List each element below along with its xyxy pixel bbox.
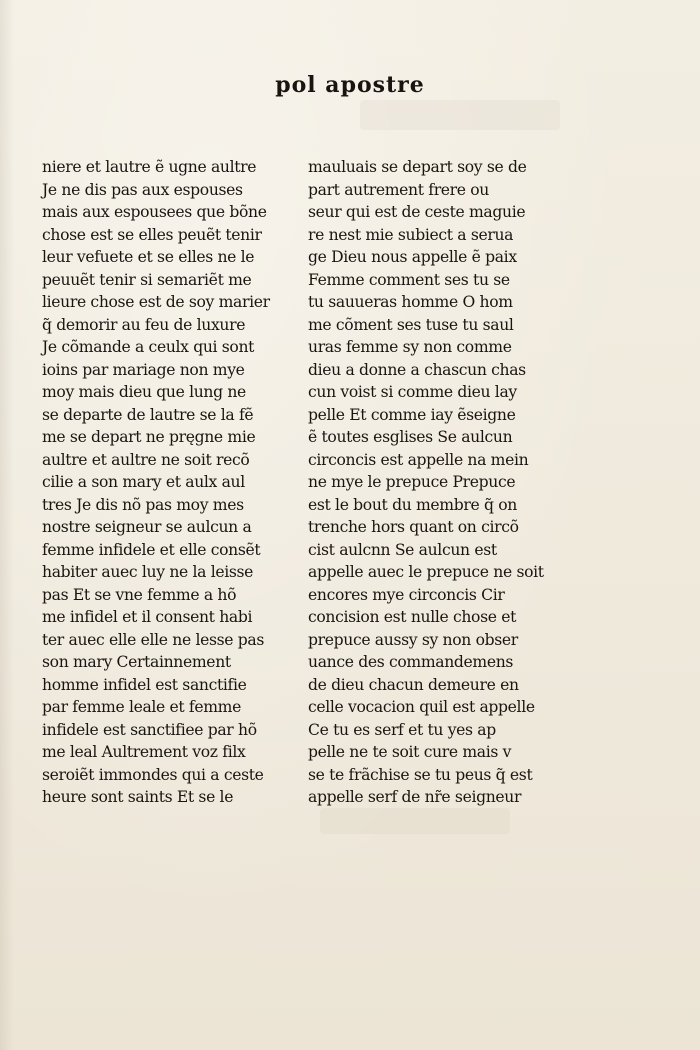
text-line: cist aulcnn Se aulcun est [308,540,497,559]
text-line: encores mye circoncis Cir [308,585,505,604]
text-line: pelle Et comme iay ẽseigne [308,405,516,424]
bleed-through-mark [320,808,510,834]
running-header: pol apostre [275,72,425,98]
text-line: heure sont saints Et se le [42,788,234,806]
text-line: Ce tu es serf et tu yes ap [308,720,496,739]
text-line: q̃ demorir au feu de luxure [42,315,246,334]
text-line: cilie a son mary et aulx aul [42,473,245,491]
text-line: celle vocacion quil est appelle [308,698,535,716]
text-line: Femme comment ses tu se [308,270,510,289]
text-line: peuuẽt tenir si semariẽt me [42,270,252,289]
text-line: se departe de lautre se la fẽ [42,405,254,424]
text-line: chose est se elles peuẽt tenir [42,225,262,244]
text-line: habiter auec luy ne la leisse [42,563,254,581]
text-line: nostre seigneur se aulcun a [42,518,252,536]
text-line: homme infidel est sanctifie [42,675,247,694]
text-line: leur vefuete et se elles ne le [42,248,255,266]
text-line: me se depart ne pręgne mie [42,428,256,446]
text-line: se te frãchise se tu peus q̃ est [308,765,533,784]
text-line: de dieu chacun demeure en [308,675,519,694]
text-line: part autrement frere ou [308,180,490,199]
text-line: pas Et se vne femme a hõ [42,585,237,604]
text-line: cun voist si comme dieu lay [308,383,517,401]
text-line: seur qui est de ceste maguie [308,203,526,221]
text-line: re nest mie subiect a serua [308,225,514,244]
text-line: Je cõmande a ceulx qui sont [42,338,255,356]
text-line: lieure chose est de soy marier [42,293,270,311]
text-line: pelle ne te soit cure mais v [308,743,512,761]
text-line: ter auec elle elle ne lesse pas [42,630,265,649]
left-text-column [42,156,282,809]
text-line: par femme leale et femme [42,698,241,716]
text-line: prepuce aussy sy non obser [308,630,518,649]
text-line: moy mais dieu que lung ne [42,383,246,401]
text-line: mauluais se depart soy se de [308,158,527,176]
text-line: seroiẽt immondes qui a ceste [42,765,264,784]
text-line: ẽ toutes esglises Se aulcun [308,428,513,446]
text-line: infidele est sanctifiee par hõ [42,720,257,739]
text-line: uras femme sy non comme [308,338,512,356]
text-line: dieu a donne a chascun chas [308,360,526,379]
text-line: trenche hors quant on circõ [308,518,519,536]
text-line: concision est nulle chose et [308,608,517,626]
bleed-through-mark [360,100,560,130]
text-line: me leal Aultrement voz filx [42,743,246,761]
text-line: niere et lautre ẽ ugne aultre [42,158,257,176]
text-line: mais aux espousees que bõne [42,203,267,221]
text-line: ne mye le prepuce Prepuce [308,473,516,491]
text-line: ge Dieu nous appelle ẽ paix [308,248,517,266]
page-edge-shadow [0,0,14,1050]
text-line: Je ne dis pas aux espouses [42,180,243,199]
text-line: appelle serf de nr̃e seigneur [308,788,522,806]
text-line: uance des commandemens [308,653,514,671]
right-text-column [308,156,548,809]
text-line: ioins par mariage non mye [42,360,245,379]
text-line: aultre et aultre ne soit recõ [42,450,250,469]
text-line: me infidel et il consent habi [42,608,253,626]
text-line: tres Je dis nõ pas moy mes [42,495,244,514]
text-line: me cõment ses tuse tu saul [308,315,514,334]
text-line: circoncis est appelle na mein [308,450,529,469]
text-line: femme infidele et elle consẽt [42,540,261,559]
text-line: son mary Certainnement [42,653,231,671]
text-line: appelle auec le prepuce ne soit [308,563,544,581]
text-line: est le bout du membre q̃ on [308,495,517,514]
text-line: tu sauueras homme O hom [308,293,513,311]
